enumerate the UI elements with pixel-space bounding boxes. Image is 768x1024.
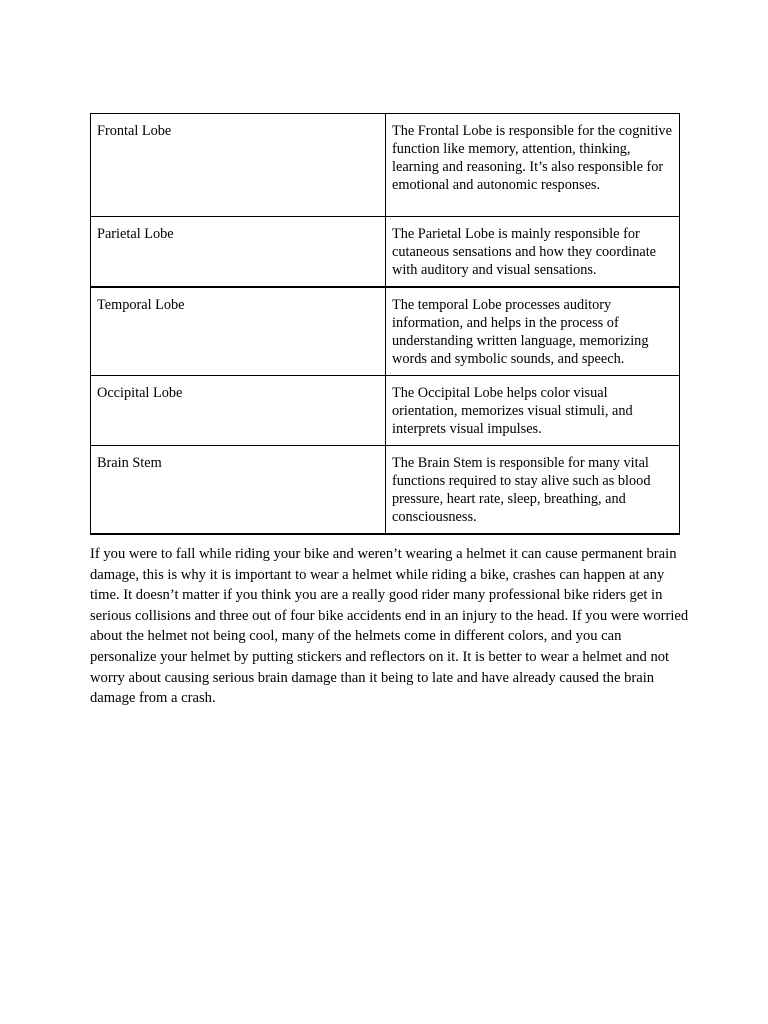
brain-part-name: Parietal Lobe <box>91 217 386 288</box>
brain-part-description: The temporal Lobe processes auditory information, and helps in the process of understanding written language, memorizing words and symbolic sounds, and speech. <box>386 287 680 376</box>
table-row <box>91 376 680 446</box>
brain-part-name: Brain Stem <box>91 446 386 535</box>
brain-part-description: The Brain Stem is responsible for many vital functions required to stay alive such as blood pressure, heart rate, sleep, breathing, and consciousness. <box>386 446 680 535</box>
brain-part-name: Occipital Lobe <box>91 376 386 446</box>
brain-part-name: Frontal Lobe <box>91 114 386 217</box>
brain-part-description: The Occipital Lobe helps color visual orientation, memorizes visual stimuli, and interprets visual impulses. <box>386 376 680 446</box>
table-row <box>91 217 680 288</box>
brain-parts-table <box>90 113 680 535</box>
table-row <box>91 446 680 535</box>
table-row <box>91 114 680 217</box>
brain-part-name: Temporal Lobe <box>91 287 386 376</box>
brain-part-description: The Frontal Lobe is responsible for the cognitive function like memory, attention, thinking, learning and reasoning. It’s also responsible for emotional and autonomic responses. <box>386 114 680 217</box>
brain-part-description: The Parietal Lobe is mainly responsible for cutaneous sensations and how they coordinate with auditory and visual sensations. <box>386 217 680 288</box>
helmet-safety-paragraph: If you were to fall while riding your bike and weren’t wearing a helmet it can cause permanent brain damage, this is why it is important to wear a helmet while riding a bike, crashes can happen at any time. It doesn’t matter if you think you are a really good rider many professional bike riders get in serious collisions and three out of four bike accidents end in an injury to the head. If you were worried about the helmet not being cool, many of the helmets come in different colors, and you can personalize your helmet by putting stickers and reflectors on it. It is better to wear a helmet and not worry about causing serious brain damage than it being to late and have already caused the brain damage from a crash. <box>90 546 689 707</box>
table-row <box>91 287 680 376</box>
